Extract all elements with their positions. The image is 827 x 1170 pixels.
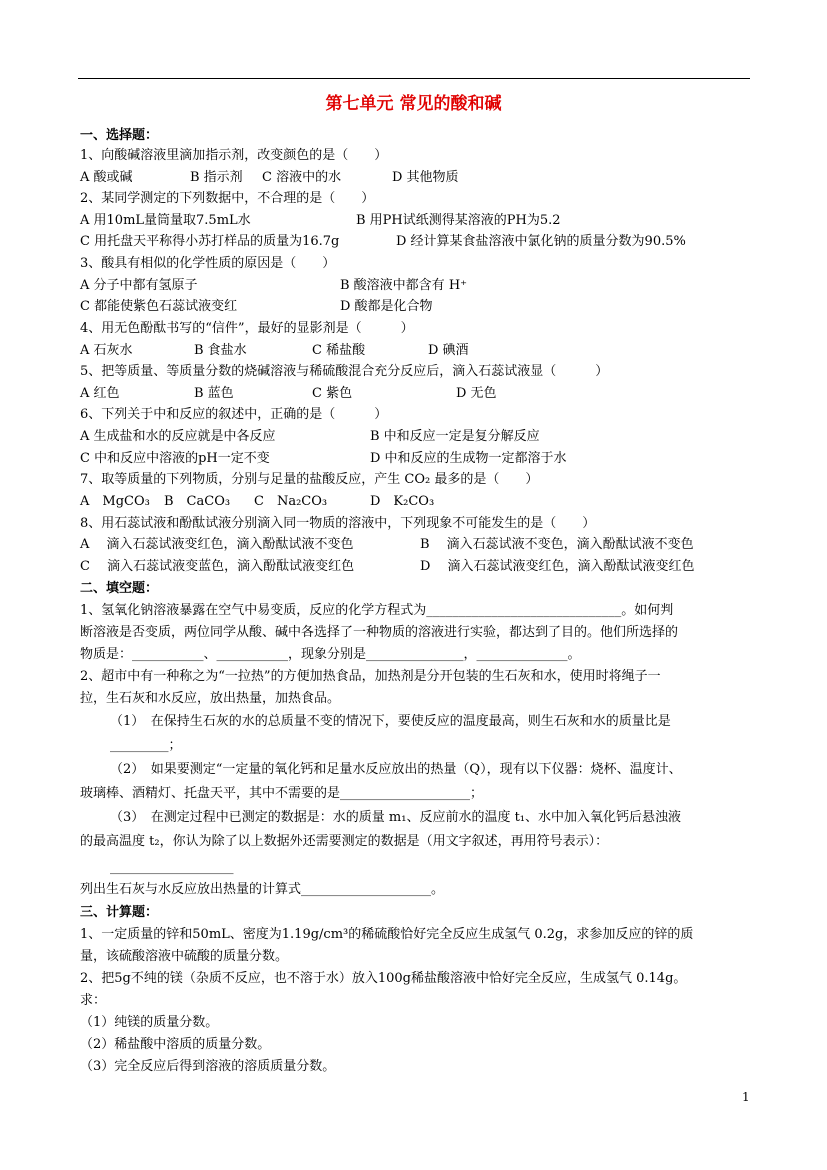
question-1-option-d: D 其他物质: [392, 170, 459, 185]
fill-2-sub1-blank: _________；: [110, 738, 182, 753]
question-5-option-d: D 无色: [456, 386, 497, 401]
question-6-option-b: B 中和反应一定是复分解反应: [370, 429, 540, 444]
page-number: 1: [742, 1090, 750, 1104]
question-1-option-b: B 指示剂: [190, 170, 243, 185]
question-3-option-b: B 酸溶液中都含有 H⁺: [340, 278, 468, 293]
calc-2-line: 2、把5g不纯的镁（杂质不反应，也不溶于水）放入100g稀盐酸溶液中恰好完全反应，生成氢气 0.14g。: [80, 971, 687, 986]
calc-2-sub3: （3）完全反应后得到溶液的溶质质量分数。: [80, 1059, 336, 1074]
fill-2-line: 拉，生石灰和水反应，放出热量，加热食品。: [80, 691, 341, 706]
question-2-option-a: A 用10mL量筒量取7.5mL水: [80, 213, 251, 228]
question-8-option-b: B 滴入石蕊试液不变色，滴入酚酞试液不变色: [420, 537, 694, 552]
fill-2-formula: 列出生石灰与水反应放出热量的计算式____________________。: [80, 882, 445, 897]
question-6-stem: 6、下列关于中和反应的叙述中，正确的是（ ）: [80, 407, 388, 422]
question-3-stem: 3、酸具有相似的化学性质的原因是（ ）: [80, 256, 336, 271]
question-2-option-d: D 经计算某食盐溶液中氯化钠的质量分数为90.5%: [396, 234, 686, 249]
fill-2-sub2: （2） 如果要测定“一定量的氧化钙和足量水反应放出的热量（Q），现有以下仪器：烧杯、温度计、: [110, 762, 682, 777]
question-5-stem: 5、把等质量、等质量分数的烧碱溶液与稀硫酸混合充分反应后，滴入石蕊试液显（ ）: [80, 364, 609, 379]
question-1-option-a: A 酸或碱: [80, 170, 133, 185]
question-4-stem: 4、用无色酚酞书写的“信件”，最好的显影剂是（ ）: [80, 321, 414, 336]
question-4-option-b: B 食盐水: [194, 343, 247, 358]
fill-2-sub3: （3） 在测定过程中已测定的数据是：水的质量 m₁、反应前水的温度 t₁、水中加入氧化钙后悬浊液: [110, 810, 682, 825]
question-6-option-d: D 中和反应的生成物一定都溶于水: [370, 451, 567, 466]
question-7-option-c: C Na₂CO₃: [254, 494, 328, 509]
page-title: 第七单元 常见的酸和碱: [325, 94, 502, 114]
fill-2-sub3-cont: 的最高温度 t₂，你认为除了以上数据外还需要测定的数据是（用文字叙述，再用符号表示）：: [80, 834, 609, 849]
calc-1-line: 1、一定质量的锌和50mL、密度为1.19g/cm³的稀硫酸恰好完全反应生成氢气 0.2g，求参加反应的锌的质: [80, 927, 694, 942]
question-8-option-d: D 滴入石蕊试液变红色，滴入酚酞试液变红色: [420, 559, 695, 574]
calc-2-sub2: （2）稀盐酸中溶质的质量分数。: [80, 1037, 271, 1052]
section-heading-choice: 一、选择题：: [80, 128, 159, 143]
question-4-option-a: A 石灰水: [80, 343, 133, 358]
question-8-option-a: A 滴入石蕊试液变红色，滴入酚酞试液不变色: [80, 537, 354, 552]
fill-1-line: 1、氢氧化钠溶液暴露在空气中易变质，反应的化学方程式为______________________________。如何判: [80, 603, 674, 618]
question-5-option-a: A 红色: [80, 386, 120, 401]
question-4-option-d: D 碘酒: [428, 343, 469, 358]
section-heading-calc: 三、计算题：: [80, 905, 159, 920]
question-3-option-d: D 酸都是化合物: [340, 299, 433, 314]
question-3-option-c: C 都能使紫色石蕊试液变红: [80, 299, 238, 314]
question-6-option-a: A 生成盐和水的反应就是中各反应: [80, 429, 276, 444]
fill-1-line: 断溶液是否变质，两位同学从酸、碱中各选择了一种物质的溶液进行实验，都达到了目的。他们所选择的: [80, 625, 679, 640]
question-2-option-b: B 用PH试纸测得某溶液的PH为5.2: [356, 213, 561, 228]
question-8-option-c: C 滴入石蕊试液变蓝色，滴入酚酞试液变红色: [80, 559, 355, 574]
section-heading-fill: 二、填空题：: [80, 581, 159, 596]
question-1-stem: 1、向酸碱溶液里滴加指示剂，改变颜色的是（ ）: [80, 148, 388, 163]
fill-2-sub3-blank: ___________________: [110, 860, 234, 875]
question-4-option-c: C 稀盐酸: [312, 343, 366, 358]
calc-2-sub1: （1）纯镁的质量分数。: [80, 1015, 219, 1030]
question-8-stem: 8、用石蕊试液和酚酞试液分别滴入同一物质的溶液中，下列现象不可能发生的是（ ）: [80, 516, 596, 531]
calc-1-line: 量，该硫酸溶液中硫酸的质量分数。: [80, 949, 289, 964]
fill-2-sub1: （1） 在保持生石灰的水的总质量不变的情况下，要使反应的温度最高，则生石灰和水的质量比是: [110, 714, 671, 729]
fill-2-sub2-cont: 玻璃棒、酒精灯、托盘天平，其中不需要的是____________________；: [80, 786, 484, 801]
fill-2-line: 2、超市中有一种称之为“一拉热”的方便加热食品，加热剂是分开包装的生石灰和水，使用时将绳子一: [80, 669, 661, 684]
question-7-stem: 7、取等质量的下列物质，分别与足量的盐酸反应，产生 CO₂ 最多的是（ ）: [80, 472, 539, 487]
header-rule: [78, 78, 750, 79]
question-1-option-c: C 溶液中的水: [262, 170, 342, 185]
question-7-option-a: A MgCO₃: [80, 494, 150, 509]
fill-1-line: 物质是：___________、___________，现象分别是_______________，______________。: [80, 647, 581, 662]
question-6-option-c: C 中和反应中溶液的pH一定不变: [80, 451, 270, 466]
question-5-option-b: B 蓝色: [194, 386, 234, 401]
question-5-option-c: C 紫色: [312, 386, 353, 401]
question-2-option-c: C 用托盘天平称得小苏打样品的质量为16.7g: [80, 234, 340, 249]
question-7-option-b: B CaCO₃: [164, 494, 231, 509]
question-3-option-a: A 分子中都有氢原子: [80, 278, 198, 293]
question-2-stem: 2、某同学测定的下列数据中，不合理的是（ ）: [80, 191, 375, 206]
calc-2-line: 求：: [80, 993, 107, 1008]
question-7-option-d: D K₂CO₃: [370, 494, 435, 509]
